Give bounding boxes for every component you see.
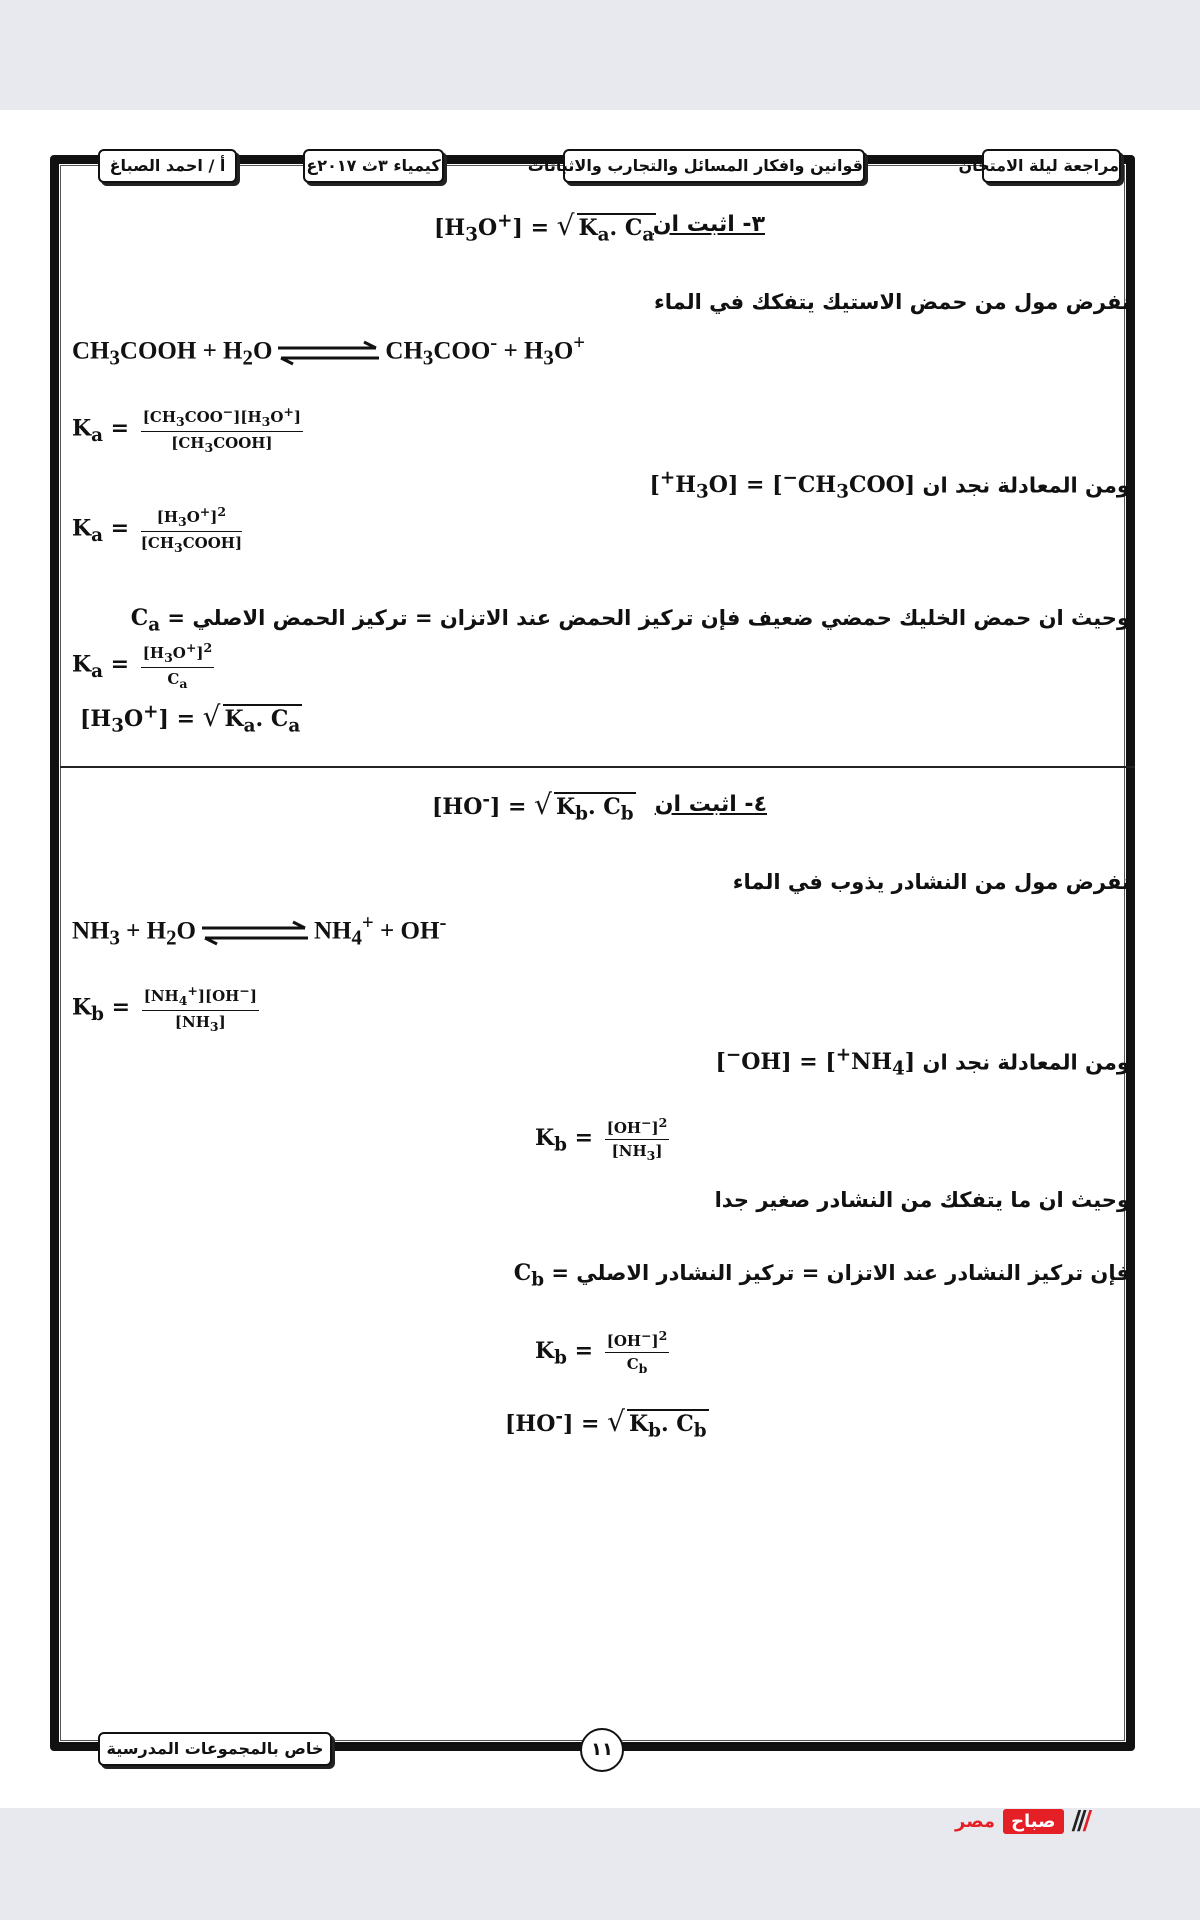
ca-symbol: $C_a$ [130, 605, 161, 636]
ka-expression-ca: $K_a$ = $\frac{[H_3O^+]^2}{C_a}$ [72, 640, 213, 691]
page-inner-border [60, 165, 1125, 1741]
footer-pill-groups: خاص بالمجموعات المدرسية [98, 1732, 332, 1766]
header-pill-teacher: أ / احمد الصباغ [98, 149, 237, 183]
ammonia-dissociation-equation: $NH_3 + H_2O$ $NH_4^+ + OH^-$ [72, 910, 447, 950]
section4-equal-conc: $[NH_4^+] = [OH^-]$ [715, 1045, 916, 1080]
brand-slashes-icon: /// [1071, 1806, 1089, 1836]
ka-expression-squared: $K_a$ = $\frac{[H_3O^+]^2}{[CH_3COOH]}$ [72, 504, 243, 555]
section3-since: وحيث ان حمض الخليك حمضي ضعيف فإن تركيز الحمض عند الاتزان = تركيز الحمض الاصلي = $C_a$ [130, 605, 1130, 636]
section4-title: ٤- اثبت ان [654, 792, 767, 817]
section-divider [60, 766, 1135, 768]
section3-result-formula: $[H_3O^+]$ = √ $K_a$. $C_a$ [80, 700, 301, 737]
brand-tail: مصر [955, 1810, 996, 1832]
section4-then: فإن تركيز النشادر عند الاتزان = تركيز النشادر الاصلي = $C_b$ [513, 1260, 1130, 1291]
section4-since: وحيث ان ما يتفكك من النشادر صغير جدا [714, 1188, 1130, 1212]
brand-logo [955, 1805, 1088, 1837]
ka-expression-full: $K_a$ = $\frac{[CH_3COO^-][H_3O^+]}{[CH_3COOH]}$ [72, 404, 302, 455]
acetic-dissociation-equation: $CH_3COOH + H_2O$ $CH_3COO^- + H_3O^+$ [72, 330, 586, 370]
kb-expression-squared: $K_b$ = $\frac{[OH^-]^2}{[NH_3]}$ [535, 1115, 668, 1163]
section3-equal-conc: $[CH_3COO^-] = [H_3O^+]$ [649, 468, 916, 503]
kb-expression-full: $K_b$ = $\frac{[NH_4^+][OH^-]}{[NH_3]}$ [72, 983, 257, 1034]
section3-intro: نفرض مول من حمض الاستيك يتفكك في الماء [654, 290, 1130, 314]
section4-result-formula: [HO-] = √ $K_b$. $C_b$ [505, 1405, 707, 1442]
cb-symbol: $C_b$ [513, 1260, 545, 1291]
equilibrium-arrows-icon [276, 340, 381, 366]
header-pill-review: مراجعة ليلة الامتحان [982, 149, 1121, 183]
equilibrium-arrows-icon [200, 920, 310, 946]
page-number: ١١ [580, 1728, 624, 1772]
section4-target-formula: [HO-] = √ $K_b$. $C_b$ [432, 788, 634, 825]
document-page [0, 110, 1200, 1808]
section3-from-eq: ومن المعادلة نجد ان $[CH_3COO^-] = [H_3O^+]$ [649, 468, 1130, 503]
brand-box: صباح [1003, 1809, 1063, 1834]
header-pill-subject: كيمياء ٣ث ٢٠١٧ع [303, 149, 444, 183]
section4-intro: نفرض مول من النشادر يذوب في الماء [732, 870, 1130, 894]
section3-title: ٣- اثبت ان [652, 212, 765, 237]
section4-from-eq: ومن المعادلة نجد ان $[NH_4^+] = [OH^-]$ [715, 1045, 1130, 1080]
header-pill-topic: قوانين وافكار المسائل والتجارب والاثباتات [563, 149, 865, 183]
kb-expression-cb: $K_b$ = $\frac{[OH^-]^2}{C_b}$ [535, 1328, 668, 1376]
section3-target-formula: $[H_3O^+]$ = √ $K_a$. $C_a$ [434, 209, 655, 246]
